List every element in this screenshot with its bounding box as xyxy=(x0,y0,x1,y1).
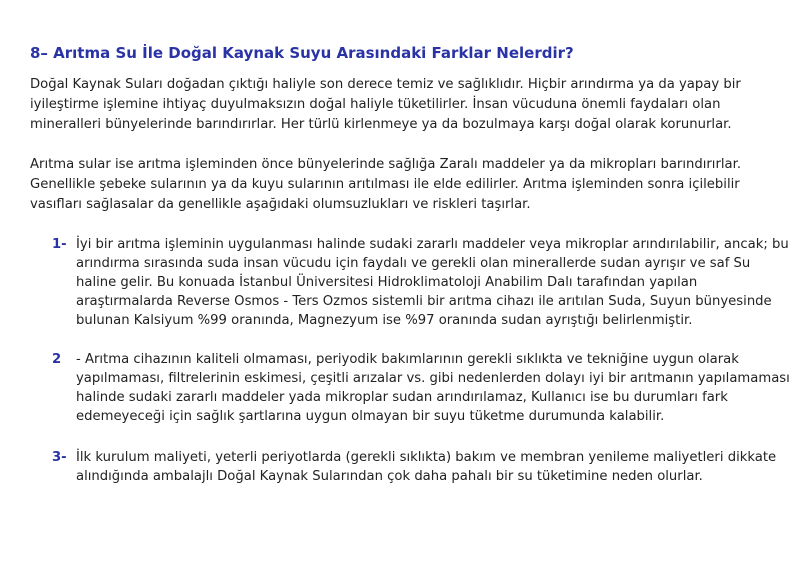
article-heading: 8– Arıtma Su İle Doğal Kaynak Suyu Arasındaki Farklar Nelerdir? xyxy=(30,44,574,62)
intro-paragraph: Doğal Kaynak Suları doğadan çıktığı haliyle son derece temiz ve sağlıklıdır. Hiçbir arındırma ya da yapay bir iyileştirme işlemine ihtiyaç duyulmaksızın doğal haliyle tüketilirler. İnsan vücuduna önemli faydaları olan mineralleri bünyelerinde barındırırlar. Her türlü kirlenmeye ya da bozulmaya karşı doğal olarak korunurlar. xyxy=(30,77,741,132)
list-item-text: İlk kurulum maliyeti, yeterli periyotlarda (gerekli sıklıkta) bakım ve membran yenileme maliyetleri dikkate alındığında ambalajlı Doğal Kaynak Sularından çok daha pahalı bir su tüketimine neden olurlar. xyxy=(76,450,777,484)
purified-water-paragraph: Arıtma sular ise arıtma işleminden önce bünyelerinde sağlığa Zaralı maddeler ya da mikropları barındırırlar. Genellikle şebeke sularının ya da kuyu sularının arıtılması ile elde edilirler. Arıtma işleminden sonra içilebilir vasıfları sağlasalar da genellikle aşağıdaki olumsuzlukları ve riskleri taşırlar. xyxy=(30,157,742,212)
list-item-number: 2 xyxy=(52,352,62,367)
article-content xyxy=(30,43,790,502)
list-item-text: İyi bir arıtma işleminin uygulanması halinde sudaki zararlı maddeler veya mikroplar arındırılabilir, ancak; bu arındırma sırasında suda insan vücudu için faydalı ve gerekli olan minerallerde sudan ayrışır ve saf Su haline gelir. Bu konuada İstanbul Üniversitesi Hidroklimatoloji Anabilim Dalı tarafından yapılan araştırmalarda Reverse Osmos - Ters Ozmos sistemli bir arıtma cihazı ile arıtılan Suda, Suyun bünyesinde bulunan Kalsiyum %99 oranında, Magnezyum ise %97 oranında sudan ayrıştığı belirlenmiştir. xyxy=(76,237,789,328)
list-item xyxy=(30,235,790,330)
list-item-number: 1- xyxy=(52,237,67,252)
list-item-number: 3- xyxy=(52,450,67,465)
list-item xyxy=(30,350,790,426)
list-item-text: - Arıtma cihazının kaliteli olmaması, periyodik bakımlarının gerekli sıklıkta ve tekniğine uygun olarak yapılmaması, filtrelerinin eskimesi, çeşitli arızalar vs. gibi nedenlerden dolayı iyi bir arıtmanın yapılamaması halinde sudaki zararlı maddeler yada mikroplar sudan arındırılamaz, Kullanıcı ise bu durumları fark edemeyeceği için sağlık şartlarına uygun olmayan bir suyu tüketme durumunda kalabilir. xyxy=(76,352,790,424)
list-item xyxy=(30,448,790,486)
risk-list xyxy=(30,235,790,486)
